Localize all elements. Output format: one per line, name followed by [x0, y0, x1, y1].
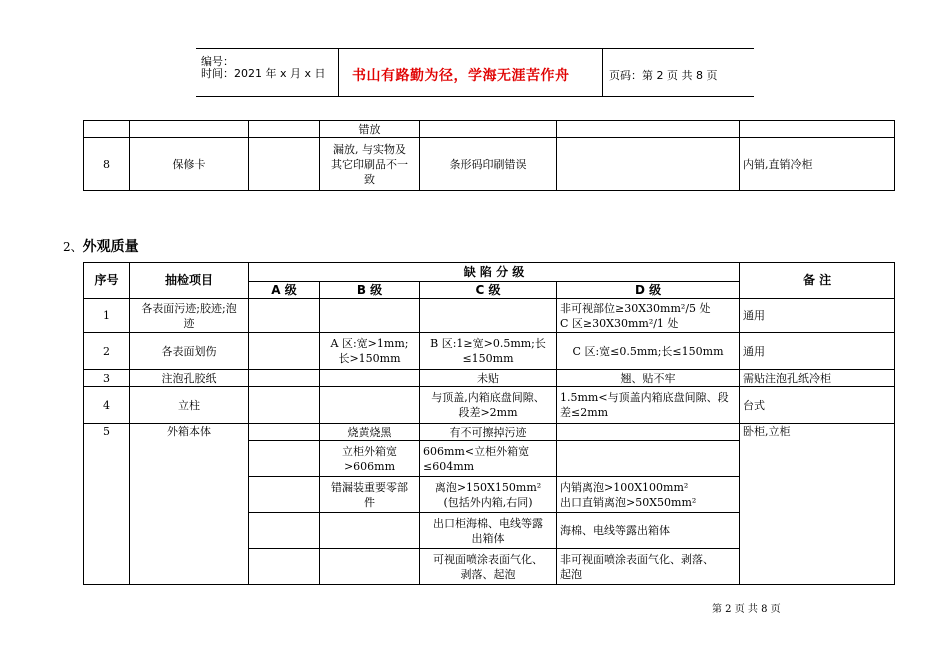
grade-c-cell	[420, 121, 557, 138]
note-cell: 内销,直销冷柜	[740, 138, 895, 191]
item-cell: 注泡孔胶纸	[130, 370, 249, 387]
seq-cell: 8	[84, 138, 130, 191]
seq-cell	[84, 121, 130, 138]
grade-b-cell: 错放	[320, 121, 420, 138]
note-cell: 通用	[740, 333, 895, 370]
table-header-row	[84, 263, 895, 282]
packaging-check-table	[83, 120, 895, 191]
grade-c-cell: 与顶盖,内箱底盘间隙、 段差>2mm	[420, 387, 557, 424]
grade-c-cell: 有不可擦掉污迹	[420, 424, 557, 441]
grade-d-cell	[557, 138, 740, 191]
grade-b-cell: 立柜外箱宽 >606mm	[320, 441, 420, 477]
appearance-quality-table	[83, 262, 895, 585]
grade-a-cell	[249, 513, 320, 549]
grade-a-cell	[249, 441, 320, 477]
seq-cell: 4	[84, 387, 130, 424]
section-heading: 2、外观质量	[63, 239, 139, 255]
note-cell	[740, 121, 895, 138]
table-row	[84, 121, 895, 138]
header-seq: 序号	[84, 263, 130, 299]
table-row	[84, 424, 895, 441]
grade-d-cell: 翘、贴不牢	[557, 370, 740, 387]
header-defect-grade: 缺 陷 分 级	[249, 263, 740, 282]
grade-a-cell	[249, 121, 320, 138]
note-cell: 卧柜,立柜	[740, 424, 895, 585]
header-grade-c: C 级	[420, 282, 557, 299]
grade-b-cell: 错漏装重要零部 件	[320, 477, 420, 513]
grade-d-cell: 非可视部位≥30X30mm²/5 处 C 区≥30X30mm²/1 处	[557, 299, 740, 333]
note-cell: 需贴注泡孔纸冷柜	[740, 370, 895, 387]
header-divider-left	[338, 48, 339, 96]
grade-b-cell	[320, 299, 420, 333]
document-number-label: 编号：	[201, 55, 234, 68]
grade-c-cell: 未贴	[420, 370, 557, 387]
header-grade-b: B 级	[320, 282, 420, 299]
table-row	[84, 333, 895, 370]
item-cell: 各表面划伤	[130, 333, 249, 370]
header-page-number: 页码：第 2 页 共 8 页	[609, 69, 718, 82]
header-note: 备 注	[740, 263, 895, 299]
grade-b-cell: A 区:宽>1mm; 长>150mm	[320, 333, 420, 370]
header-top-rule	[196, 48, 754, 49]
grade-b-cell	[320, 370, 420, 387]
item-cell: 外箱本体	[130, 424, 249, 585]
grade-b-cell	[320, 513, 420, 549]
grade-d-cell	[557, 121, 740, 138]
note-cell: 通用	[740, 299, 895, 333]
item-cell: 保修卡	[130, 138, 249, 191]
grade-a-cell	[249, 138, 320, 191]
grade-a-cell	[249, 333, 320, 370]
note-cell: 台式	[740, 387, 895, 424]
grade-d-cell	[557, 441, 740, 477]
grade-a-cell	[249, 424, 320, 441]
grade-d-cell: C 区:宽≤0.5mm;长≤150mm	[557, 333, 740, 370]
grade-b-cell: 烧黄烧黑	[320, 424, 420, 441]
header-divider-right	[602, 48, 603, 96]
grade-a-cell	[249, 299, 320, 333]
item-cell: 各表面污迹;胶迹;泡 迹	[130, 299, 249, 333]
grade-d-cell	[557, 424, 740, 441]
table-row	[84, 138, 895, 191]
grade-d-cell: 内销离泡>100X100mm² 出口直销离泡>50X50mm²	[557, 477, 740, 513]
grade-c-cell: 出口柜海棉、电线等露 出箱体	[420, 513, 557, 549]
grade-b-cell	[320, 549, 420, 585]
seq-cell: 2	[84, 333, 130, 370]
grade-c-cell: 离泡>150X150mm² (包括外内箱,右同)	[420, 477, 557, 513]
item-cell	[130, 121, 249, 138]
grade-a-cell	[249, 477, 320, 513]
grade-c-cell: 606mm<立柜外箱宽 ≤604mm	[420, 441, 557, 477]
document-date: 时间：2021 年 x 月 x 日	[201, 67, 326, 80]
grade-a-cell	[249, 387, 320, 424]
grade-b-cell: 漏放, 与实物及 其它印刷品不一 致	[320, 138, 420, 191]
grade-c-cell: 条形码印刷错误	[420, 138, 557, 191]
header-item: 抽检项目	[130, 263, 249, 299]
grade-c-cell	[420, 299, 557, 333]
grade-a-cell	[249, 370, 320, 387]
seq-cell: 1	[84, 299, 130, 333]
footer-page-number: 第 2 页 共 8 页	[712, 604, 781, 615]
grade-d-cell: 1.5mm<与顶盖内箱底盘间隙、段 差≤2mm	[557, 387, 740, 424]
grade-c-cell: B 区:1≥宽>0.5mm;长 ≤150mm	[420, 333, 557, 370]
grade-d-cell: 非可视面喷涂表面气化、剥落、 起泡	[557, 549, 740, 585]
grade-d-cell: 海棉、电线等露出箱体	[557, 513, 740, 549]
seq-cell: 5	[84, 424, 130, 585]
header-motto: 书山有路勤为径，学海无涯苦作舟	[352, 68, 570, 84]
grade-a-cell	[249, 549, 320, 585]
header-bottom-rule	[196, 96, 754, 97]
table-row	[84, 387, 895, 424]
table-row	[84, 370, 895, 387]
header-grade-d: D 级	[557, 282, 740, 299]
seq-cell: 3	[84, 370, 130, 387]
grade-c-cell: 可视面喷涂表面气化、 剥落、起泡	[420, 549, 557, 585]
table-row	[84, 299, 895, 333]
item-cell: 立柱	[130, 387, 249, 424]
header-grade-a: A 级	[249, 282, 320, 299]
grade-b-cell	[320, 387, 420, 424]
